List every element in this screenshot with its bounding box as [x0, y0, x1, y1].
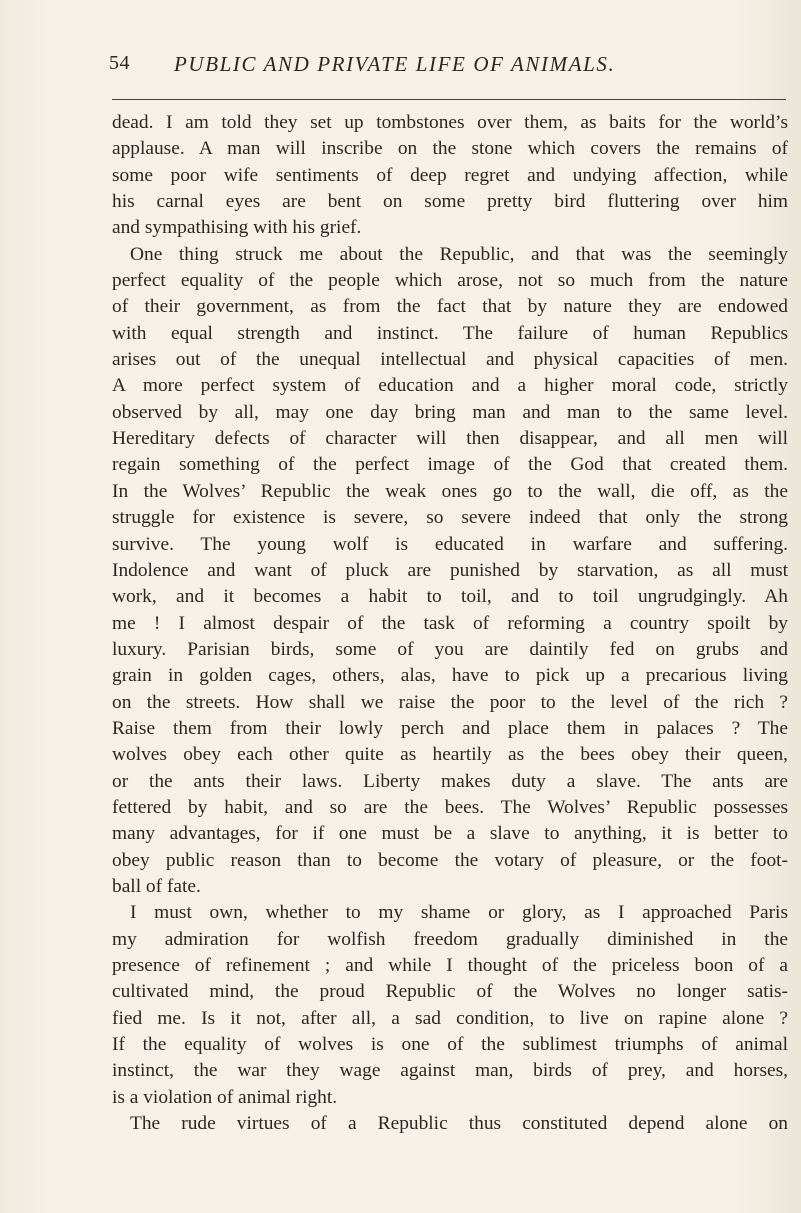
text-line: If the equality of wolves is one of the sublimest triumphs of animal [112, 1034, 788, 1056]
text-line: The rude virtues of a Republic thus constituted depend alone on [130, 1113, 788, 1135]
running-head [109, 52, 793, 82]
text-line: ball of fate. [112, 875, 201, 897]
text-line: cultivated mind, the proud Republic of the Wolves no longer satis- [112, 981, 788, 1003]
text-line: work, and it becomes a habit to toil, and to toil ungrudgingly. Ah [112, 586, 788, 608]
header-rule [112, 99, 786, 100]
text-line: Hereditary defects of character will then disappear, and all men will [112, 428, 788, 450]
text-line: presence of refinement ; and while I thought of the priceless boon of a [112, 955, 788, 976]
text-line: is a violation of animal right. [112, 1086, 338, 1108]
text-line: I must own, whether to my shame or glory, as I approached Paris [130, 902, 788, 924]
text-line: on the streets. How shall we raise the poor to the level of the rich ? [112, 691, 788, 713]
text-line: instinct, the war they wage against man, birds of prey, and horses, [112, 1060, 788, 1082]
text-line: with equal strength and instinct. The failure of human Republics [112, 322, 788, 344]
running-title: PUBLIC AND PRIVATE LIFE OF ANIMALS. [174, 52, 616, 76]
text-line: grain in golden cages, others, alas, have to pick up a precarious living [112, 665, 788, 687]
text-line: many advantages, for if one must be a slave to anything, it is better to [112, 823, 788, 845]
text-line: struggle for existence is severe, so severe indeed that only the strong [112, 507, 788, 529]
text-line: applause. A man will inscribe on the stone which covers the remains of [112, 138, 788, 160]
text-line: regain something of the perfect image of the God that created them. [112, 454, 788, 476]
text-line: obey public reason than to become the votary of pleasure, or the foot- [112, 849, 788, 871]
text-line: some poor wife sentiments of deep regret and undying affection, while [112, 164, 788, 186]
text-line: In the Wolves’ Republic the weak ones go to the wall, die off, as the [112, 480, 788, 502]
text-line: luxury. Parisian birds, some of you are daintily fed on grubs and [112, 638, 788, 660]
text-line: fied me. Is it not, after all, a sad condition, to live on rapine alone ? [112, 1007, 788, 1029]
text-line: my admiration for wolfish freedom gradually diminished in the [112, 928, 788, 950]
text-line: perfect equality of the people which arose, not so much from the nature [112, 270, 788, 292]
text-line: wolves obey each other quite as heartily as the bees obey their queen, [112, 744, 788, 766]
text-line: dead. I am told they set up tombstones over them, as baits for the world’s [112, 112, 788, 133]
text-line: survive. The young wolf is educated in warfare and suffering. [112, 533, 788, 555]
text-line: and sympathising with his grief. [112, 217, 362, 239]
text-line: fettered by habit, and so are the bees. The Wolves’ Republic possesses [112, 796, 788, 818]
text-line: or the ants their laws. Liberty makes duty a slave. The ants are [112, 770, 788, 792]
text-line: One thing struck me about the Republic, and that was the seemingly [130, 243, 788, 265]
text-line: Raise them from their lowly perch and place them in palaces ? The [112, 717, 788, 739]
text-line: his carnal eyes are bent on some pretty bird fluttering over him [112, 191, 788, 213]
text-line: of their government, as from the fact that by nature they are endowed [112, 296, 788, 318]
text-line: Indolence and want of pluck are punished by starvation, as all must [112, 559, 788, 581]
body-text [112, 110, 788, 1137]
page-number: 54 [109, 52, 130, 74]
text-line: A more perfect system of education and a higher moral code, strictly [112, 375, 788, 397]
text-line: me ! I almost despair of the task of reforming a country spoilt by [112, 612, 788, 634]
text-line: observed by all, may one day bring man and man to the same level. [112, 401, 788, 423]
text-line: arises out of the unequal intellectual and physical capacities of men. [112, 349, 788, 371]
